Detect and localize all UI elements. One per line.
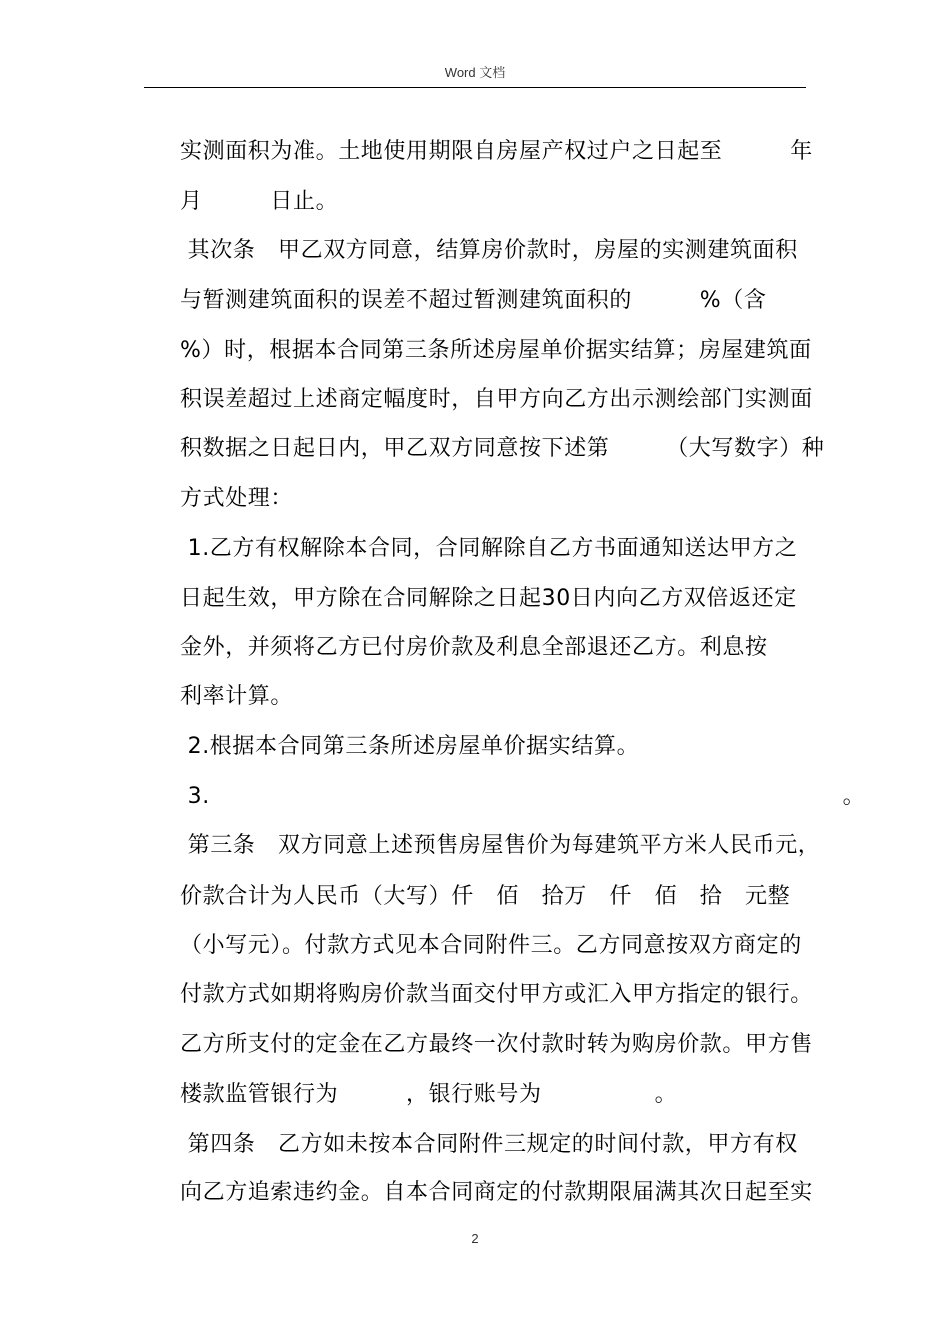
- body-line: 付款方式如期将购房价款当面交付甲方或汇入甲方指定的银行。: [180, 982, 813, 1007]
- body-line: 方式处理：: [180, 486, 294, 511]
- body-line: 2.根据本合同第三条所述房屋单价据实结算。: [180, 734, 640, 759]
- body-line: 楼款监管银行为 ，银行账号为 。: [180, 1082, 678, 1107]
- body-line: %）时，根据本合同第三条所述房屋单价据实结算；房屋建筑面: [180, 338, 812, 363]
- body-line: 1.乙方有权解除本合同，合同解除自乙方书面通知送达甲方之: [180, 536, 798, 561]
- body-line: 第四条 乙方如未按本合同附件三规定的时间付款，甲方有权: [180, 1132, 798, 1157]
- body-line: 其次条 甲乙双方同意，结算房价款时，房屋的实测建筑面积: [180, 238, 798, 263]
- body-line: 利率计算。: [180, 684, 294, 709]
- body-line: 3. 。: [180, 784, 866, 809]
- body-line: 金外，并须将乙方已付房价款及利息全部退还乙方。利息按: [180, 635, 768, 660]
- body-line: （小写元）。付款方式见本合同附件三。乙方同意按双方商定的: [180, 933, 802, 958]
- body-line: 第三条 双方同意上述预售房屋售价为每建筑平方米人民币元，: [180, 833, 821, 858]
- body-line: 月 日止。: [180, 189, 339, 214]
- body-line: 价款合计为人民币（大写）仟 佰 拾万 仟 佰 拾 元整: [180, 884, 791, 909]
- body-line: 与暂测建筑面积的误差不超过暂测建筑面积的 %（含: [180, 288, 767, 313]
- page-header: Word 文档: [444, 65, 506, 80]
- page-number: 2: [471, 1231, 479, 1246]
- header-divider: [144, 87, 806, 88]
- body-line: 积误差超过上述商定幅度时，自甲方向乙方出示测绘部门实测面: [180, 387, 813, 412]
- body-line: 积数据之日起日内，甲乙双方同意按下述第 （大写数字）种: [180, 436, 825, 461]
- body-line: 实测面积为准。土地使用期限自房屋产权过户之日起至 年: [180, 139, 813, 164]
- body-line: 乙方所支付的定金在乙方最终一次付款时转为购房价款。甲方售: [180, 1032, 813, 1057]
- body-line: 日起生效，甲方除在合同解除之日起30日内向乙方双倍返还定: [180, 586, 797, 611]
- body-line: 向乙方追索违约金。自本合同商定的付款期限届满其次日起至实: [180, 1180, 813, 1205]
